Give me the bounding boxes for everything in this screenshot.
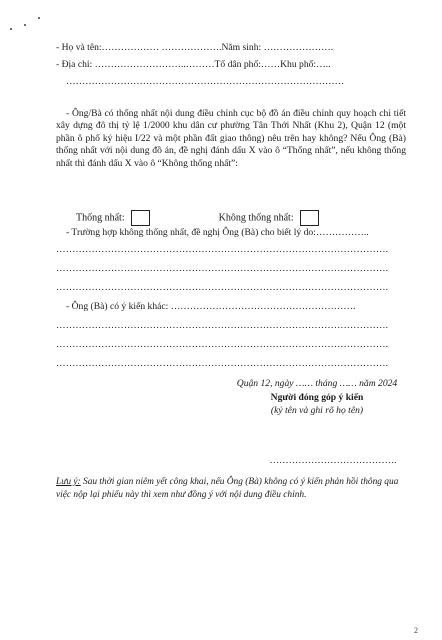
page-number: 2: [414, 626, 418, 635]
reason-line: ………………………………………………………………………………………….: [56, 282, 389, 293]
disagree-option: [219, 210, 320, 226]
reason-line: ………………………………………………………………………………………….: [56, 263, 389, 274]
other-opinion-prompt: - Ông (Bà) có ý kiến khác: ………………………………………………….: [66, 301, 356, 312]
agree-label: Thống nhất:: [76, 212, 125, 224]
signature-title: Người đóng góp ý kiến: [270, 392, 364, 403]
other-opinion-line: ………………………………………………………………………………………….: [56, 358, 389, 369]
consent-question: - Ông/Bà có thống nhất nội dung điều chỉnh cục bộ đồ án điều chỉnh quy hoạch chi tiết xây dựng đô thị tỷ lệ 1/2000 khu dân cư phường Tân Thới Nhất (Khu 2), Quận 12 (một phần ô phố ký hiệu I/22 và một phần đất giao thông) nêu trên hay không? Nếu Ông (Bà) thống nhất với nội dung đồ án, đề nghị đánh dấu X vào ô “Thống nhất”, nếu không thống nhất thì đánh dấu X vào ô “Không thống nhất”:: [56, 108, 406, 169]
scan-speck: [38, 17, 40, 19]
agree-option: [76, 210, 150, 226]
signature-name-line: ………………………………….: [269, 455, 397, 466]
other-opinion-line: ………………………………………………………………………………………….: [56, 339, 389, 350]
reason-line: ………………………………………………………………………………………….: [56, 244, 389, 255]
agree-checkbox[interactable]: [131, 210, 150, 226]
address-field: - Địa chỉ: ………………………..………Tổ dân phố:……Khu phố:…..: [56, 59, 331, 70]
signature-date: Quận 12, ngày …… tháng …… năm 2024: [236, 378, 398, 389]
consent-options: [76, 210, 319, 226]
address-continuation-line: ……………………………………………………………………………: [66, 76, 345, 87]
disagree-label: Không thống nhất:: [218, 212, 294, 224]
scan-speck: [10, 28, 12, 30]
other-opinion-line: ………………………………………………………………………………………….: [56, 320, 389, 331]
disagree-checkbox[interactable]: [300, 210, 319, 226]
name-birthyear-field: - Họ và tên:……………… ……………….Năm sinh: ………………….: [56, 42, 334, 53]
note-text: Sau thời gian niêm yết công khai, nếu Ông (Bà) không có ý kiến phản hồi thông qua việc nộp lại phiếu này thì xem như đồng ý với nội dung điều chỉnh.: [56, 477, 399, 500]
signature-instruction: (ký tên và ghi rõ họ tên): [270, 405, 364, 416]
note-label: Lưu ý:: [56, 477, 81, 487]
scan-speck: [24, 24, 26, 26]
reason-prompt: - Trường hợp không thống nhất, đề nghị Ông (Bà) cho biết lý do:……………..: [66, 227, 369, 238]
note-paragraph: [56, 476, 408, 501]
